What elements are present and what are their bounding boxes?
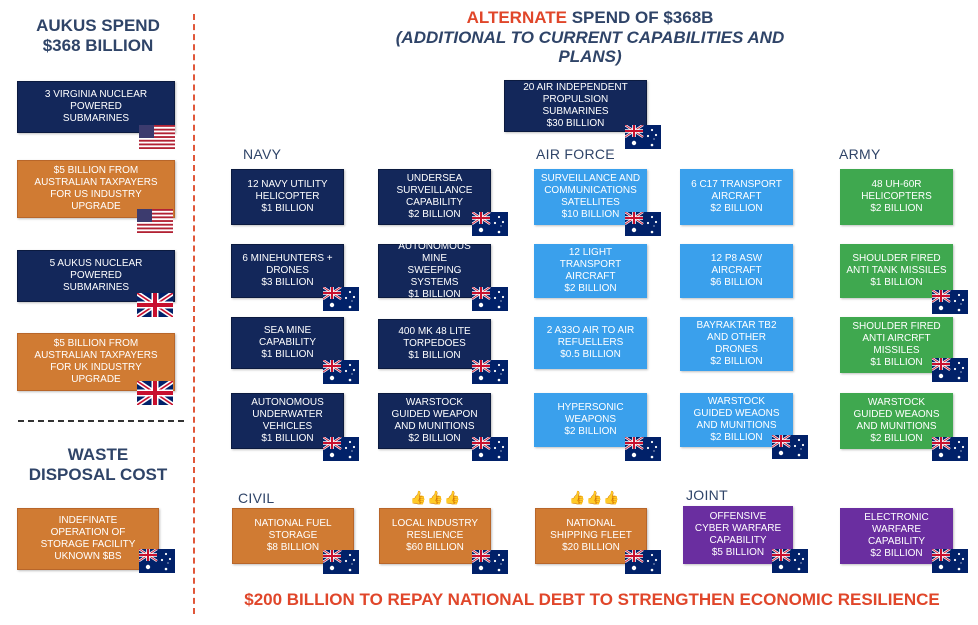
aukus-item-4-text: $5 BILLION FROM AUSTRALIAN TAXPAYERS FOR UK INDUSTRY UPGRADE [34, 338, 158, 385]
left-divider [18, 420, 184, 422]
c17-transport [680, 169, 793, 225]
australia-flag-icon [472, 437, 508, 461]
waste-item [17, 508, 159, 570]
thumbs-up-icon: 👍👍👍 [410, 490, 462, 505]
australia-flag-icon [472, 212, 508, 236]
light-transport-aircraft [534, 244, 647, 298]
section-air-force: AIR FORCE [536, 146, 615, 162]
box-text: 48 UH-60R HELICOPTERS $2 BILLION [861, 179, 932, 214]
box-text: ELECTRONIC WARFARE CAPABILITY $2 BILLION [864, 512, 929, 559]
air-independent-submarines-text: 20 AIR INDEPENDENT PROPULSION SUBMARINES $30 BILLION [523, 82, 628, 129]
australia-flag-icon [139, 549, 175, 573]
box-text: 6 MINEHUNTERS + DRONES $3 BILLION [242, 253, 333, 288]
australia-flag-icon [932, 437, 968, 461]
australia-flag-icon [932, 549, 968, 573]
australia-flag-icon [772, 549, 808, 573]
aukus-item-2-text: $5 BILLION FROM AUSTRALIAN TAXPAYERS FOR US INDUSTRY UPGRADE [34, 165, 158, 212]
section-army: ARMY [839, 146, 881, 162]
us-flag-icon [139, 125, 175, 149]
box-text: 6 C17 TRANSPORT AIRCRAFT $2 BILLION [691, 179, 782, 214]
uh60r-helicopters [840, 169, 953, 225]
australia-flag-icon [772, 435, 808, 459]
australia-flag-icon [472, 287, 508, 311]
box-text: BAYRAKTAR TB2 AND OTHER DRONES $2 BILLION [696, 320, 777, 367]
box-text: SHOULDER FIRED ANTI TANK MISSILES $1 BILLION [846, 253, 947, 288]
australia-flag-icon [932, 358, 968, 382]
box-text: WARSTOCK GUIDED WEAONS AND MUNITIONS $2 BILLION [693, 396, 780, 443]
waste-item-text: INDEFINATE OPERATION OF STORAGE FACILITY UKNOWN $BS [40, 515, 136, 562]
australia-flag-icon [323, 287, 359, 311]
p8-asw [680, 244, 793, 298]
box-text: NATIONAL SHIPPING FLEET $20 BILLION [550, 518, 632, 553]
box-text: AUTONOMOUS MINE SWEEPING SYSTEMS $1 BILLION [398, 241, 471, 300]
australia-flag-icon [932, 290, 968, 314]
box-text: SURVEILLANCE AND COMMUNICATIONS SATELLITES $10 BILLION [540, 173, 641, 220]
australia-flag-icon [625, 125, 661, 149]
box-text: 12 LIGHT TRANSPORT AIRCRAFT $2 BILLION [559, 247, 622, 294]
box-text: 12 NAVY UTILITY HELICOPTER $1 BILLION [247, 179, 328, 214]
box-text: OFFENSIVE CYBER WARFARE CAPABILITY $5 BILLION [694, 511, 782, 558]
box-text: 12 P8 ASW AIRCRAFT $6 BILLION [710, 253, 763, 288]
alternate-spend-title [370, 8, 810, 67]
aukus-item-1-text: 3 VIRGINIA NUCLEAR POWERED SUBMARINES [44, 89, 148, 124]
australia-flag-icon [323, 437, 359, 461]
air-refuellers [534, 317, 647, 369]
box-text: SHOULDER FIRED ANTI AIRCRFT MISSILES $1 BILLION [852, 321, 941, 368]
thumbs-up-icon: 👍👍👍 [569, 490, 621, 505]
us-flag-icon [137, 209, 173, 233]
aukus-spend-title: AUKUS SPEND $368 BILLION [36, 16, 160, 55]
box-text: WARSTOCK GUIDED WEAONS AND MUNITIONS $2 BILLION [853, 397, 940, 444]
title-rest: SPEND OF $368B [566, 8, 714, 27]
title-subtitle: (ADDITIONAL TO CURRENT CAPABILITIES AND PLANS) [395, 27, 785, 67]
national-debt-footer: $200 BILLION TO REPAY NATIONAL DEBT TO STRENGTHEN ECONOMIC RESILIENCE [244, 590, 940, 609]
box-text: UNDERSEA SURVEILLANCE CAPABILITY $2 BILLION [396, 173, 473, 220]
uk-flag-icon [137, 381, 173, 405]
box-text: 2 A33O AIR TO AIR REFUELLERS $0.5 BILLION [546, 325, 635, 360]
box-text: HYPERSONIC WEAPONS $2 BILLION [557, 402, 624, 437]
bayraktar-drones [680, 317, 793, 371]
waste-disposal-title: WASTE DISPOSAL COST [28, 445, 168, 484]
section-navy: NAVY [243, 146, 282, 162]
aukus-item-3-text: 5 AUKUS NUCLEAR POWERED SUBMARINES [49, 258, 143, 293]
title-highlight: ALTERNATE [466, 8, 567, 27]
australia-flag-icon [323, 360, 359, 384]
section-joint: JOINT [686, 487, 728, 503]
box-text: SEA MINE CAPABILITY $1 BILLION [258, 325, 317, 360]
australia-flag-icon [625, 212, 661, 236]
box-text: NATIONAL FUEL STORAGE $8 BILLION [254, 518, 332, 553]
australia-flag-icon [625, 437, 661, 461]
uk-flag-icon [137, 293, 173, 317]
australia-flag-icon [323, 550, 359, 574]
navy-utility-helicopter [231, 169, 344, 225]
box-text: AUTONOMOUS UNDERWATER VEHICLES $1 BILLION [251, 397, 324, 444]
box-text: WARSTOCK GUIDED WEAPON AND MUNITIONS $2 BILLION [391, 397, 478, 444]
box-text: 400 MK 48 LITE TORPEDOES $1 BILLION [398, 326, 471, 361]
australia-flag-icon [472, 360, 508, 384]
box-text: LOCAL INDUSTRY RESLIENCE $60 BILLION [391, 518, 479, 553]
section-civil: CIVIL [238, 490, 275, 506]
australia-flag-icon [472, 550, 508, 574]
australia-flag-icon [625, 550, 661, 574]
column-divider [193, 14, 195, 614]
